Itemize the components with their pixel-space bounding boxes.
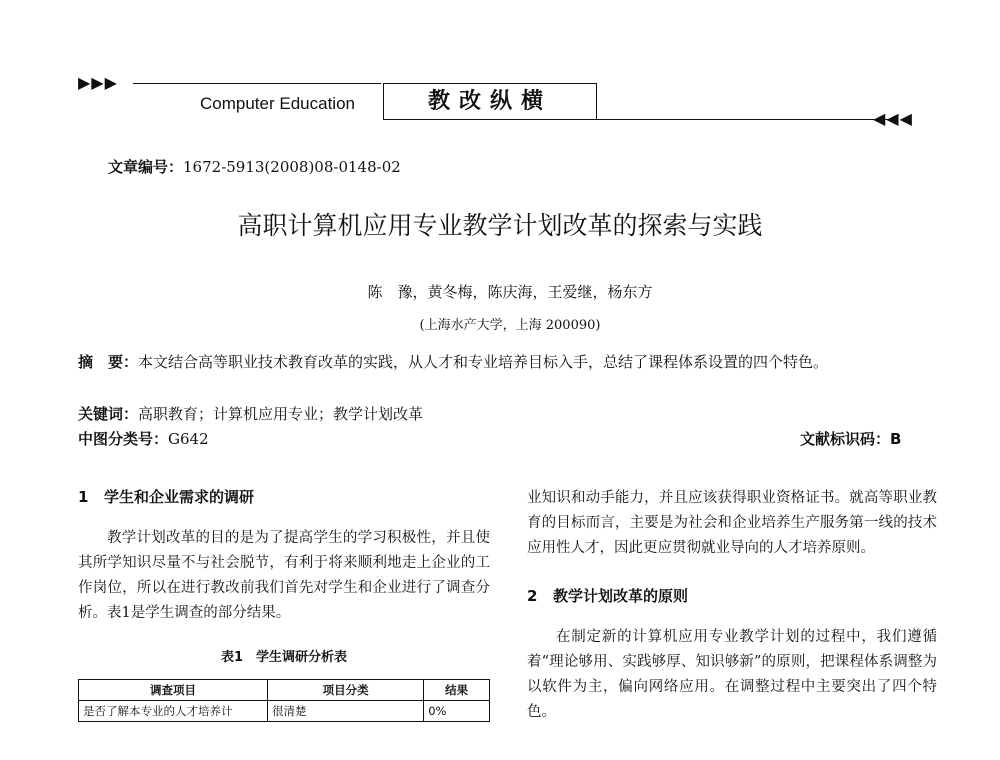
section-1-heading (78, 486, 490, 512)
header-arrows-left: ▶▶▶ (78, 73, 118, 92)
table-header-result: 结果 (424, 680, 490, 701)
affiliation: (上海水产大学，上海 200090) (419, 318, 601, 333)
article-number-value: 1672-5913(2008)08-0148-02 (183, 158, 401, 176)
keywords-label: 关键词： (78, 405, 139, 423)
document-code (800, 428, 901, 449)
keywords (78, 403, 423, 424)
column-title: 教改纵横 (383, 83, 597, 119)
table-header-row (79, 680, 490, 701)
table-cell: 很清楚 (268, 701, 424, 722)
clc-value: G642 (168, 430, 209, 448)
section-2-title: 教学计划改革的原则 (553, 587, 689, 605)
section-1-paragraph: 教学计划改革的目的是为了提高学生的学习积极性，并且使其所学知识尽量不与社会脱节，有利于将来顺利地走上企业的工作岗位，所以在进行教改前我们首先对学生和企业进行了调查分析。表1是学生调查的部分结果。 (78, 530, 490, 621)
table-header-category: 项目分类 (268, 680, 424, 701)
section-1-title: 学生和企业需求的调研 (104, 488, 255, 506)
doc-code-label: 文献标识码： (800, 430, 891, 448)
clc-label: 中图分类号： (78, 430, 169, 448)
section-1-number: 1 (78, 488, 89, 506)
doc-code-value: B (890, 430, 902, 448)
right-paragraph-1: 业知识和动手能力，并且应该获得职业资格证书。就高等职业教育的目标而言，主要是为社会和企业培养生产服务第一线的技术应用性人才，因此更应贯彻就业导向的人才培养原则。 (527, 490, 937, 556)
table-cell: 是否了解本专业的人才培养计 (79, 701, 268, 722)
table-header-item: 调查项目 (79, 680, 268, 701)
header-rule-left (133, 83, 381, 84)
right-paragraph-2: 在制定新的计算机应用专业教学计划的过程中，我们遵循着“理论够用、实践够厚、知识够新”的原则，把课程体系调整为以软件为主，偏向网络应用。在调整过程中主要突出了四个特色。 (527, 629, 937, 720)
abstract-label: 摘 要： (78, 353, 139, 371)
table-cell: 0% (424, 701, 490, 722)
right-column (527, 486, 937, 725)
table-row (79, 701, 490, 722)
article-number (108, 156, 401, 177)
header-rule-right (383, 119, 897, 120)
authors: 陈 豫，黄冬梅，陈庆海，王爱继，杨东方 (367, 283, 653, 301)
header-arrows-right: ◀◀◀ (873, 109, 913, 128)
table-1-caption: 表1 学生调研分析表 (220, 650, 348, 665)
article-number-label: 文章编号： (108, 158, 184, 176)
paper-title: 高职计算机应用专业教学计划改革的探索与实践 (237, 211, 763, 240)
abstract (78, 351, 938, 374)
clc-number (78, 428, 209, 449)
section-2-heading (527, 585, 937, 611)
abstract-text: 本文结合高等职业技术教育改革的实践，从人才和专业培养目标入手，总结了课程体系设置的四个特色。 (138, 353, 829, 371)
journal-name: Computer Education (200, 94, 355, 113)
keywords-text: 高职教育；计算机应用专业；教学计划改革 (138, 405, 424, 423)
left-column (78, 486, 490, 722)
section-2-number: 2 (527, 587, 538, 605)
table-1 (78, 679, 490, 722)
